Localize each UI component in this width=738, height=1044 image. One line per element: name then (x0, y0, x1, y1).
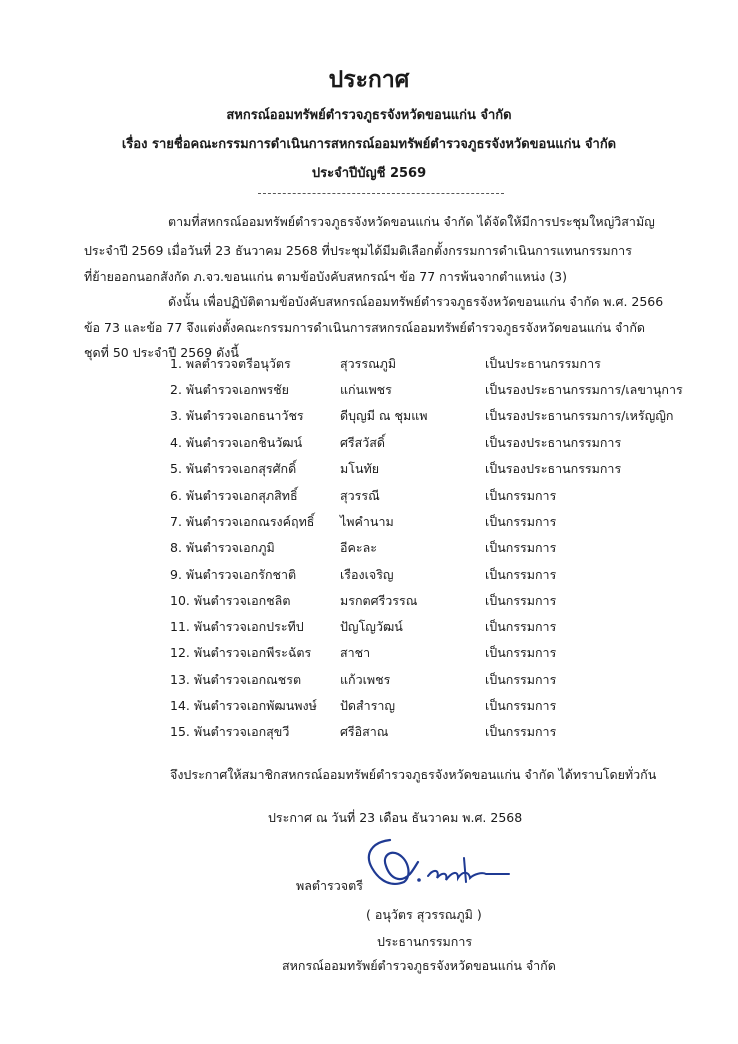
member-name: 10. พันตำรวจเอกชลิต (170, 593, 291, 608)
member-surname: ดีบุญมี ณ ชุมแพ (340, 408, 428, 423)
member-role: เป็นกรรมการ (485, 593, 557, 608)
member-name: 14. พันตำรวจเอกพัฒนพงษ์ (170, 698, 317, 713)
member-role: เป็นกรรมการ (485, 540, 557, 555)
member-name: 1. พลตำรวจตรีอนุวัตร (170, 356, 291, 371)
member-name: 11. พันตำรวจเอกประทีป (170, 619, 304, 634)
paragraph-1-line-1: ตามที่สหกรณ์ออมทรัพย์ตำรวจภูธรจังหวัดขอนแก่น จำกัด ได้จัดให้มีการประชุมใหญ่วิสามัญ (168, 214, 655, 229)
member-row (0, 722, 738, 746)
member-name: 2. พันตำรวจเอกพรชัย (170, 382, 289, 397)
member-row (0, 459, 738, 483)
member-surname: อีคะละ (340, 540, 377, 555)
member-name: 5. พันตำรวจเอกสุรศักดิ์ (170, 461, 297, 476)
member-surname: เรืองเจริญ (340, 567, 394, 582)
member-surname: ไพคำนาม (340, 514, 394, 529)
member-row (0, 354, 738, 378)
member-role: เป็นกรรมการ (485, 488, 557, 503)
fiscal-year-heading: ประจำปีบัญชี 2569 (311, 166, 427, 181)
member-row (0, 670, 738, 694)
member-name: 9. พันตำรวจเอกรักชาติ (170, 567, 297, 582)
member-role: เป็นกรรมการ (485, 672, 557, 687)
member-surname: สุวรรณี (340, 488, 380, 503)
paragraph-2-line-1: ดังนั้น เพื่อปฏิบัติตามข้อบังคับสหกรณ์ออมทรัพย์ตำรวจภูธรจังหวัดขอนแก่น จำกัด พ.ศ. 2566 (168, 294, 664, 309)
member-role: เป็นรองประธานกรรมการ (485, 435, 622, 450)
member-role: เป็นรองประธานกรรมการ/เลขานุการ (485, 382, 683, 397)
paragraph-2-line-3: ชุดที่ 50 ประจำปี 2569 ดังนี้ (84, 345, 239, 360)
member-row (0, 696, 738, 720)
page-title: ประกาศ (328, 67, 410, 93)
signer-name: ( อนุวัตร สุวรรณภูมิ ) (366, 907, 482, 922)
signature-icon (362, 832, 512, 902)
signer-rank: พลตำรวจตรี (296, 878, 363, 893)
member-row (0, 538, 738, 562)
member-role: เป็นกรรมการ (485, 567, 557, 582)
member-role: เป็นกรรมการ (485, 645, 557, 660)
closing-announcement: จึงประกาศให้สมาชิกสหกรณ์ออมทรัพย์ตำรวจภูธรจังหวัดขอนแก่น จำกัด ได้ทราบโดยทั่วกัน (170, 767, 657, 782)
organization-heading: สหกรณ์ออมทรัพย์ตำรวจภูธรจังหวัดขอนแก่น จำกัด (226, 108, 512, 123)
member-name: 4. พันตำรวจเอกชินวัฒน์ (170, 435, 303, 450)
member-role: เป็นกรรมการ (485, 698, 557, 713)
member-role: เป็นกรรมการ (485, 724, 557, 739)
member-name: 8. พันตำรวจเอกภูมิ (170, 540, 275, 555)
member-surname: มรกตศรีวรรณ (340, 593, 418, 608)
member-name: 6. พันตำรวจเอกสุภสิทธิ์ (170, 488, 298, 503)
member-surname: สุวรรณภูมิ (340, 356, 397, 371)
member-row (0, 433, 738, 457)
member-row (0, 565, 738, 589)
member-role: เป็นกรรมการ (485, 514, 557, 529)
dashed-divider (258, 193, 504, 194)
paragraph-2-line-2: ข้อ 73 และข้อ 77 จึงแต่งตั้งคณะกรรมการดำเนินการสหกรณ์ออมทรัพย์ตำรวจภูธรจังหวัดขอนแก่น จำกัด (84, 320, 646, 335)
member-role: เป็นรองประธานกรรมการ/เหรัญญิก (485, 408, 674, 423)
announcement-date: ประกาศ ณ วันที่ 23 เดือน ธันวาคม พ.ศ. 2568 (268, 810, 523, 825)
member-row (0, 643, 738, 667)
member-name: 12. พันตำรวจเอกพีระฉัตร (170, 645, 312, 660)
signer-position: ประธานกรรมการ (377, 934, 473, 949)
signer-organization: สหกรณ์ออมทรัพย์ตำรวจภูธรจังหวัดขอนแก่น จำกัด (282, 958, 556, 973)
member-row (0, 486, 738, 510)
member-row (0, 406, 738, 430)
member-row (0, 380, 738, 404)
subject-heading: เรื่อง รายชื่อคณะกรรมการดำเนินการสหกรณ์ออมทรัพย์ตำรวจภูธรจังหวัดขอนแก่น จำกัด (121, 137, 617, 152)
member-surname: แก้วเพชร (340, 672, 391, 687)
member-surname: ศรีอิสาณ (340, 724, 389, 739)
member-surname: สาชา (340, 645, 371, 660)
member-role: เป็นประธานกรรมการ (485, 356, 601, 371)
member-surname: มโนทัย (340, 461, 380, 476)
member-surname: แก่นเพชร (340, 382, 392, 397)
member-surname: ปัญโญวัฒน์ (340, 619, 403, 634)
paragraph-1-line-3: ที่ย้ายออกนอกสังกัด ภ.จว.ขอนแก่น ตามข้อบังคับสหกรณ์ฯ ข้อ 77 การพ้นจากตำแหน่ง (3) (84, 269, 567, 284)
member-role: เป็นกรรมการ (485, 619, 557, 634)
member-row (0, 591, 738, 615)
member-name: 3. พันตำรวจเอกธนาวัชร (170, 408, 304, 423)
member-name: 15. พันตำรวจเอกสุขวี (170, 724, 290, 739)
member-row (0, 512, 738, 536)
member-name: 7. พันตำรวจเอกณรงค์ฤทธิ์ (170, 514, 315, 529)
member-role: เป็นรองประธานกรรมการ (485, 461, 622, 476)
member-surname: ปัดสำราญ (340, 698, 396, 713)
member-name: 13. พันตำรวจเอกณชรต (170, 672, 302, 687)
member-row (0, 617, 738, 641)
paragraph-1-line-2: ประจำปี 2569 เมื่อวันที่ 23 ธันวาคม 2568 ที่ประชุมได้มีมติเลือกตั้งกรรมการดำเนินการแทนกรรมการ (84, 243, 632, 258)
member-surname: ศรีสวัสดิ์ (340, 435, 386, 450)
